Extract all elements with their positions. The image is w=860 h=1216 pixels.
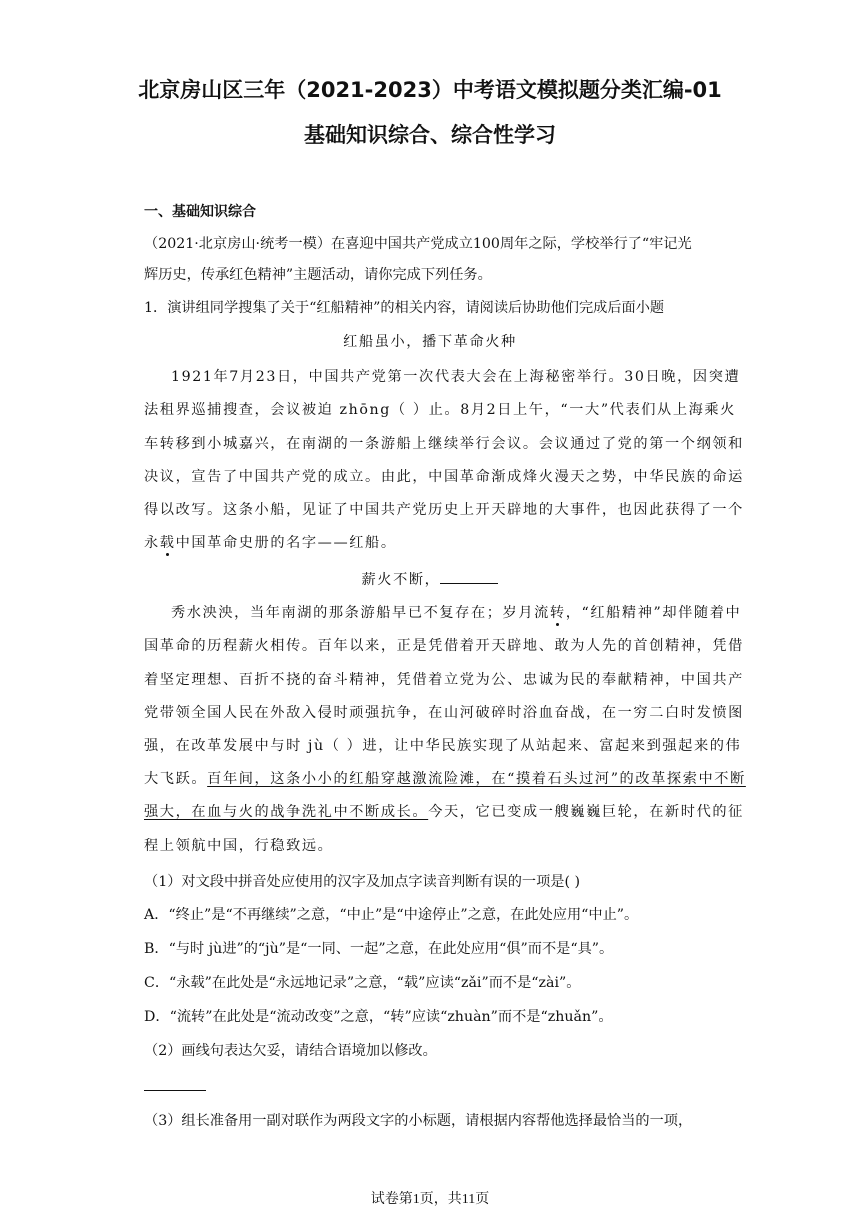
fill-blank-line <box>440 569 498 584</box>
dotted-char-zai: 载 <box>159 535 176 551</box>
sub-question-3-stem: （3）组长准备用一副对联作为两段文字的小标题，请根据内容帮他选择最恰当的一项， <box>144 1113 693 1129</box>
passage-p1-line-2: 法租界巡捕搜查，会议被迫 zhōng（ ）止。8月2日上午，“一大”代表们从上海乘火 <box>144 402 736 418</box>
text-run: 大飞跃。 <box>144 771 208 787</box>
option-a: A．“终止”是“不再继续”之意，“中止”是“中途停止”之意，在此处应用“中止”。 <box>144 907 639 923</box>
underlined-sentence-part1: 百年间，这条小小的红船穿越激流险滩，在“摸着石头过河”的改革探索中不断 <box>207 771 746 787</box>
document-title-line2: 基础知识综合、综合性学习 <box>304 123 556 147</box>
intro-line-1: （2021·北京房山·统考一模）在喜迎中国共产党成立100周年之际，学校举行了“牢记光 <box>144 236 692 252</box>
sub-question-2-stem: （2）画线句表达欠妥，请结合语境加以修改。 <box>144 1043 437 1059</box>
sub-question-1-stem: （1）对文段中拼音处应使用的汉字及加点字读音判断有误的一项是( ) <box>144 874 581 890</box>
text-run: 今天，它已变成一艘巍巍巨轮，在新时代的征 <box>428 804 744 820</box>
answer-blank-line <box>144 1090 206 1091</box>
page-footer: 试卷第1页，共11页 <box>370 1192 490 1207</box>
intro-line-2: 辉历史，传承红色精神”主题活动，请你完成下列任务。 <box>144 267 492 283</box>
option-d: D．“流转”在此处是“流动改变”之意，“转”应读“zhuàn”而不是“zhuǎn”。 <box>144 1009 613 1025</box>
option-b: B．“与时 jù进”的“jù”是“一同、一起”之意，在此处应用“俱”而不是“具”。 <box>144 941 614 957</box>
question-1-stem: 1．演讲组同学搜集了关于“红船精神”的相关内容，请阅读后协助他们完成后面小题 <box>144 300 665 316</box>
passage-p1-line-4: 决议，宣告了中国共产党的成立。由此，中国革命渐成烽火漫天之势，中华民族的命运 <box>144 469 744 485</box>
passage-heading-1: 红船虽小，播下革命火种 <box>343 334 517 350</box>
passage-p1-line-6 <box>144 533 719 553</box>
section-heading: 一、基础知识综合 <box>144 204 256 220</box>
passage-p2-line-2: 国革命的历程薪火相传。百年以来，正是凭借着开天辟地、敢为人先的首创精神，凭借 <box>144 638 744 654</box>
heading-2-text: 薪火不断， <box>361 572 441 588</box>
passage-p2-line-8: 程上领航中国，行稳致远。 <box>144 838 334 854</box>
passage-p2-line-4: 党带领全国人民在外敌入侵时顽强抗争，在山河破碎时浴血奋战，在一穷二白时发愤图 <box>144 705 744 721</box>
dotted-char-zhuan: 转 <box>549 605 566 621</box>
passage-p2-line-1 <box>171 603 742 623</box>
passage-heading-2 <box>144 569 716 590</box>
text-run: 中国革命史册的名字——红船。 <box>175 535 397 551</box>
text-run: 永 <box>144 535 160 551</box>
document-title-line1: 北京房山区三年（2021-2023）中考语文模拟题分类汇编-01 <box>138 78 722 102</box>
option-c: C．“永载”在此处是“永远地记录”之意，“载”应读“zǎi”而不是“zài”。 <box>144 975 581 991</box>
passage-p2-line-3: 着坚定理想、百折不挠的奋斗精神，凭借着立党为公、忠诚为民的奉献精神，中国共产 <box>144 672 744 688</box>
passage-p1-line-1: 1921年7月23日，中国共产党第一次代表大会在上海秘密举行。30日晚，因突遭 <box>171 369 741 385</box>
passage-p2-line-5: 强，在改革发展中与时 jù（ ）进，让中华民族实现了从站起来、富起来到强起来的伟 <box>144 738 742 754</box>
passage-p1-line-3: 车转移到小城嘉兴，在南湖的一条游船上继续举行会议。会议通过了党的第一个纲领和 <box>144 436 744 452</box>
underlined-sentence-part2: 强大，在血与火的战争洗礼中不断成长。 <box>144 804 429 820</box>
passage-p2-line-6 <box>144 769 746 789</box>
text-run: ，“红船精神”却伴随着中 <box>565 605 742 621</box>
passage-p2-line-7 <box>144 802 744 822</box>
passage-p1-line-5: 得以改写。这条小船，见证了中国共产党历史上开天辟地的大事件，也因此获得了一个 <box>144 502 744 518</box>
text-run: 秀水泱泱，当年南湖的那条游船早已不复存在；岁月流 <box>171 605 550 621</box>
